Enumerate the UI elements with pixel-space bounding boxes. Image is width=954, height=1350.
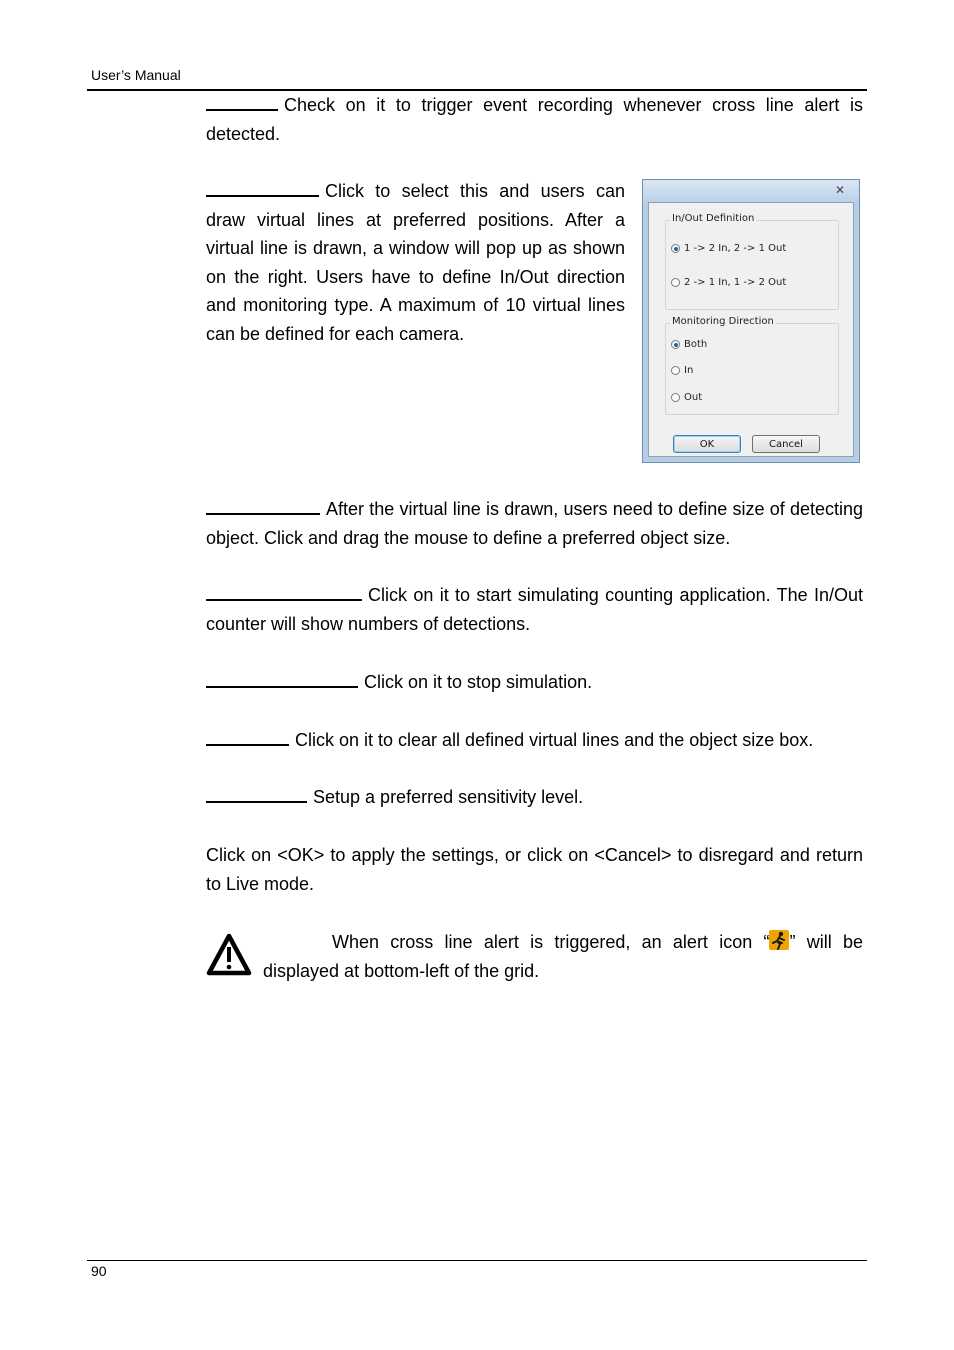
ok-button[interactable]: OK xyxy=(673,435,741,453)
manual-title: User’s Manual xyxy=(91,67,181,83)
radio-unchecked-icon xyxy=(671,393,680,402)
paragraph-text: Setup a preferred sensitivity level. xyxy=(313,787,584,807)
paragraph-simulation-start xyxy=(206,581,863,638)
note-text-before: When cross line alert is triggered, an alert icon “ xyxy=(332,932,770,952)
radio-inout-option-2[interactable] xyxy=(671,277,786,288)
radio-checked-icon xyxy=(671,244,680,253)
radio-unchecked-icon xyxy=(671,278,680,287)
radio-direction-out[interactable] xyxy=(671,392,702,403)
group-title: In/Out Definition xyxy=(672,213,755,224)
term-blank xyxy=(206,787,307,803)
radio-direction-both[interactable] xyxy=(671,339,707,350)
paragraph-text: Click on it to clear all defined virtual lines and the object size box. xyxy=(295,730,814,750)
radio-label: In xyxy=(684,365,694,376)
close-icon[interactable]: ✕ xyxy=(834,183,845,197)
radio-label: 1 -> 2 In, 2 -> 1 Out xyxy=(684,243,787,254)
inout-settings-dialog xyxy=(642,179,860,463)
paragraph-text: Click on <OK> to apply the settings, or click on <Cancel> to disregard and return to Live mode. xyxy=(206,845,863,894)
group-title: Monitoring Direction xyxy=(672,316,774,327)
radio-label: Both xyxy=(684,339,708,350)
radio-checked-icon xyxy=(671,340,680,349)
page-number: 90 xyxy=(91,1263,107,1279)
term-blank xyxy=(206,585,362,601)
paragraph-event-recording xyxy=(206,91,863,148)
paragraph-object-size xyxy=(206,495,863,552)
warning-icon xyxy=(206,933,252,977)
dialog-body xyxy=(648,202,854,457)
radio-unchecked-icon xyxy=(671,366,680,375)
paragraph-text: Click to select this and users can draw virtual lines at preferred positions. After a virtual line is drawn, a window will pop up as shown on the right. Users have to define In/Out direction and monitoring type. A maximum of 10 virtual lines can be defined for each camera. xyxy=(206,181,625,344)
radio-inout-option-1[interactable] xyxy=(671,243,786,254)
dialog-titlebar xyxy=(643,180,859,202)
paragraph-text: Check on it to trigger event recording whenever cross line alert is detected. xyxy=(206,95,863,144)
paragraph-draw-lines xyxy=(206,177,625,349)
paragraph-simulation-stop xyxy=(206,668,863,697)
term-blank xyxy=(206,730,289,746)
cancel-button[interactable]: Cancel xyxy=(752,435,820,453)
paragraph-text: After the virtual line is drawn, users need to define size of detecting object. Click and drag the mouse to define a preferred object size. xyxy=(206,499,863,548)
paragraph-text: Click on it to start simulating counting application. The In/Out counter will show numbers of detections. xyxy=(206,585,863,634)
cross-line-alert-icon xyxy=(769,930,789,950)
radio-label: Out xyxy=(684,392,703,403)
term-blank xyxy=(206,672,358,688)
note-paragraph xyxy=(263,928,863,985)
radio-direction-in[interactable] xyxy=(671,365,693,376)
term-blank xyxy=(206,181,319,197)
radio-label: 2 -> 1 In, 1 -> 2 Out xyxy=(684,277,787,288)
term-blank xyxy=(206,499,320,515)
footer-rule xyxy=(87,1260,867,1261)
paragraph-ok-cancel xyxy=(206,841,863,898)
paragraph-text: Click on it to stop simulation. xyxy=(364,672,593,692)
term-blank xyxy=(206,95,278,111)
inout-definition-group xyxy=(665,213,839,310)
note-text-after: ” will be displayed at bottom-left of the grid. xyxy=(263,932,863,981)
paragraph-sensitivity xyxy=(206,783,863,812)
paragraph-clear xyxy=(206,726,863,755)
